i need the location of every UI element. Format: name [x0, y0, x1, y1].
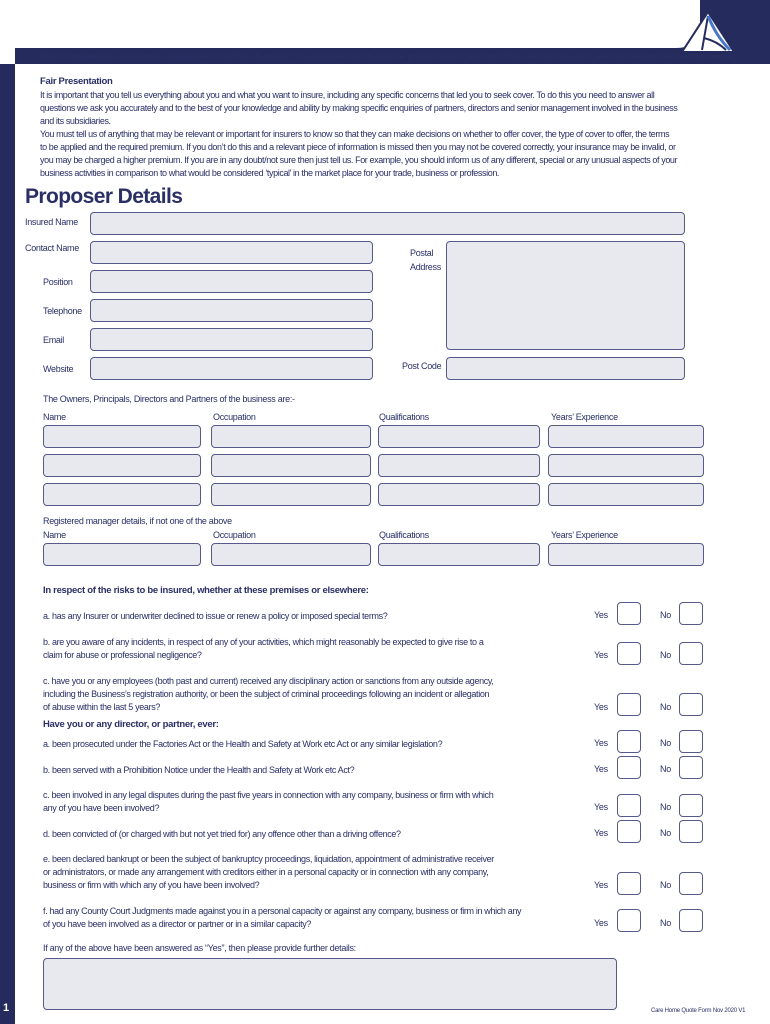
company-logo	[680, 10, 736, 54]
fp-line: you may be charged a higher premium. If you are in any doubt/not sure then just tell us. For example, you should inform us of any different, special or any unusual aspects of your	[40, 155, 678, 165]
email-label: Email	[43, 335, 65, 345]
risks-heading: In respect of the risks to be insured, whether at these premises or elsewhere:	[43, 585, 369, 596]
owner-qualifications-field[interactable]	[378, 483, 540, 506]
question-line: d. been convicted of (or charged with but not yet tried for) any offence other than a driving offence?	[43, 829, 401, 839]
owner-occupation-field[interactable]	[211, 483, 371, 506]
manager-col-experience: Years’ Experience	[551, 530, 618, 540]
left-margin-bar	[0, 64, 15, 1024]
question-line: a. been prosecuted under the Factories Act or the Health and Safety at Work etc Act or any similar legislation?	[43, 739, 443, 749]
fp-line: It is important that you tell us everything about you and what you want to insure, including any specific concerns that led you to seek cover. To do this you need to answer all	[40, 90, 655, 100]
question-line: of abuse within the last 5 years?	[43, 702, 161, 712]
owner-experience-field[interactable]	[548, 425, 704, 448]
no-label: No	[660, 918, 671, 928]
yes-label: Yes	[594, 610, 608, 620]
owners-intro: The Owners, Principals, Directors and Partners of the business are:-	[43, 394, 295, 404]
yes-checkbox[interactable]	[617, 794, 641, 817]
question-2e	[43, 853, 494, 892]
no-label: No	[660, 764, 671, 774]
owner-name-field[interactable]	[43, 425, 201, 448]
yes-checkbox[interactable]	[617, 756, 641, 779]
owner-qualifications-field[interactable]	[378, 454, 540, 477]
form-title: Care Home Quote Form	[27, 18, 287, 45]
no-label: No	[660, 650, 671, 660]
page-number: 1	[3, 1002, 10, 1014]
no-checkbox[interactable]	[679, 794, 703, 817]
question-c	[43, 675, 494, 714]
no-label: No	[660, 610, 671, 620]
postal-address-label-2: Address	[410, 262, 441, 272]
fp-line: to be applied and the required premium. If you don’t do this and a relevant piece of information is missed then you may not be covered correctly, your insurance may be invalid, or	[40, 142, 676, 152]
manager-col-name: Name	[43, 530, 66, 540]
question-2d	[43, 828, 401, 841]
owners-col-qualifications: Qualifications	[379, 412, 429, 422]
yes-label: Yes	[594, 650, 608, 660]
manager-name-field[interactable]	[43, 543, 201, 566]
intro-text: Before completing this questionnaire, please refer to the Policy Summary. This details the cover that can be provided by the Care Home Policy and will help you to select the sections that meet your needs.	[40, 51, 735, 61]
contact-name-label: Contact Name	[25, 243, 79, 253]
question-2a	[43, 738, 442, 751]
no-checkbox[interactable]	[679, 909, 703, 932]
post-code-field[interactable]	[446, 357, 685, 380]
fp-line: You must tell us of anything that may be relevant or important for insurers to know so that they can make decisions on whether to offer cover, the type of cover to offer, the terms	[40, 129, 670, 139]
yes-label: Yes	[594, 918, 608, 928]
fp-line: business activities in comparison to what would be considered ‘typical’ in the market place for your trade, business or profession.	[40, 168, 500, 178]
question-2b	[43, 764, 354, 777]
question-line: c. been involved in any legal disputes during the past five years in connection with any company, business or firm with which	[43, 790, 494, 800]
question-line: claim for abuse or professional negligence?	[43, 650, 202, 660]
owner-experience-field[interactable]	[548, 483, 704, 506]
further-details-label: If any of the above have been answered as “Yes”, then please provide further details:	[43, 943, 356, 953]
telephone-label: Telephone	[43, 306, 82, 316]
no-checkbox[interactable]	[679, 872, 703, 895]
question-line: including the Business’s registration authority, or been the subject of criminal proceedings following an incident or allegation	[43, 689, 490, 699]
question-2f	[43, 905, 521, 931]
postal-address-field[interactable]	[446, 241, 685, 350]
owners-col-experience: Years’ Experience	[551, 412, 618, 422]
question-line: business or firm with which any of you have been involved?	[43, 880, 260, 890]
question-line: or administrators, or made any arrangement with creditors either in a personal capacity or in connection with any company,	[43, 867, 489, 877]
yes-label: Yes	[594, 802, 608, 812]
manager-intro: Registered manager details, if not one of the above	[43, 516, 232, 526]
yes-label: Yes	[594, 880, 608, 890]
manager-occupation-field[interactable]	[211, 543, 371, 566]
further-details-field[interactable]	[43, 958, 617, 1010]
no-checkbox[interactable]	[679, 602, 703, 625]
telephone-field[interactable]	[90, 299, 373, 322]
no-checkbox[interactable]	[679, 756, 703, 779]
fair-presentation-text	[40, 89, 760, 180]
yes-checkbox[interactable]	[617, 602, 641, 625]
post-code-label: Post Code	[402, 361, 442, 371]
no-label: No	[660, 880, 671, 890]
manager-qualifications-field[interactable]	[378, 543, 540, 566]
website-label: Website	[43, 364, 74, 374]
contact-name-field[interactable]	[90, 241, 373, 264]
yes-label: Yes	[594, 702, 608, 712]
fp-line: questions we ask you accurately and to the best of your knowledge and ability by making specific enquiries of partners, directors and senior management involved in the business	[40, 103, 678, 113]
no-label: No	[660, 828, 671, 838]
no-checkbox[interactable]	[679, 642, 703, 665]
question-line: b. been served with a Prohibition Notice under the Health and Safety at Work etc Act?	[43, 765, 355, 775]
yes-checkbox[interactable]	[617, 642, 641, 665]
owners-col-name: Name	[43, 412, 66, 422]
owner-occupation-field[interactable]	[211, 425, 371, 448]
owners-col-occupation: Occupation	[213, 412, 256, 422]
yes-checkbox[interactable]	[617, 820, 641, 843]
question-line: e. been declared bankrupt or been the subject of bankruptcy proceedings, liquidation, appointment of administrative receiver	[43, 854, 494, 864]
website-field[interactable]	[90, 357, 373, 380]
fair-presentation-heading: Fair Presentation	[40, 76, 113, 87]
form-version: Care Home Quote Form Nov 2020 V1	[651, 1008, 746, 1014]
no-label: No	[660, 738, 671, 748]
fp-line: and its subsidiaries.	[40, 116, 111, 126]
no-checkbox[interactable]	[679, 730, 703, 753]
question-line: a. has any Insurer or underwriter declined to issue or renew a policy or imposed special terms?	[43, 611, 388, 621]
owner-name-field[interactable]	[43, 454, 201, 477]
question-line: of you have been involved as a director or partner or in a similar capacity?	[43, 919, 312, 929]
postal-address-label-1: Postal	[410, 248, 434, 258]
yes-label: Yes	[594, 738, 608, 748]
no-checkbox[interactable]	[679, 820, 703, 843]
yes-checkbox[interactable]	[617, 730, 641, 753]
yes-checkbox[interactable]	[617, 693, 641, 716]
owner-experience-field[interactable]	[548, 454, 704, 477]
question-line: b. are you aware of any incidents, in respect of any of your activities, which might reasonably be expected to give rise to a	[43, 637, 484, 647]
manager-col-occupation: Occupation	[213, 530, 256, 540]
position-field[interactable]	[90, 270, 373, 293]
question-line: c. have you or any employees (both past and current) received any disciplinary action or sanctions from any outside agency,	[43, 676, 494, 686]
question-line: any of you have been involved?	[43, 803, 160, 813]
no-checkbox[interactable]	[679, 693, 703, 716]
manager-col-qualifications: Qualifications	[379, 530, 429, 540]
position-label: Position	[43, 277, 73, 287]
proposer-details-heading: Proposer Details	[25, 185, 183, 208]
yes-label: Yes	[594, 828, 608, 838]
yes-checkbox[interactable]	[617, 909, 641, 932]
owner-qualifications-field[interactable]	[378, 425, 540, 448]
question-line: f. had any County Court Judgments made against you in a personal capacity or against any company, business or firm in which any	[43, 906, 522, 916]
question-a	[43, 610, 387, 623]
manager-experience-field[interactable]	[548, 543, 704, 566]
question-2c	[43, 789, 493, 815]
question-b	[43, 636, 484, 662]
yes-checkbox[interactable]	[617, 872, 641, 895]
director-subheading: Have you or any director, or partner, ever:	[43, 719, 219, 730]
yes-label: Yes	[594, 764, 608, 774]
email-field[interactable]	[90, 328, 373, 351]
owner-name-field[interactable]	[43, 483, 201, 506]
no-label: No	[660, 802, 671, 812]
insured-name-field[interactable]	[90, 212, 685, 235]
no-label: No	[660, 702, 671, 712]
insured-name-label: Insured Name	[25, 217, 78, 227]
owner-occupation-field[interactable]	[211, 454, 371, 477]
